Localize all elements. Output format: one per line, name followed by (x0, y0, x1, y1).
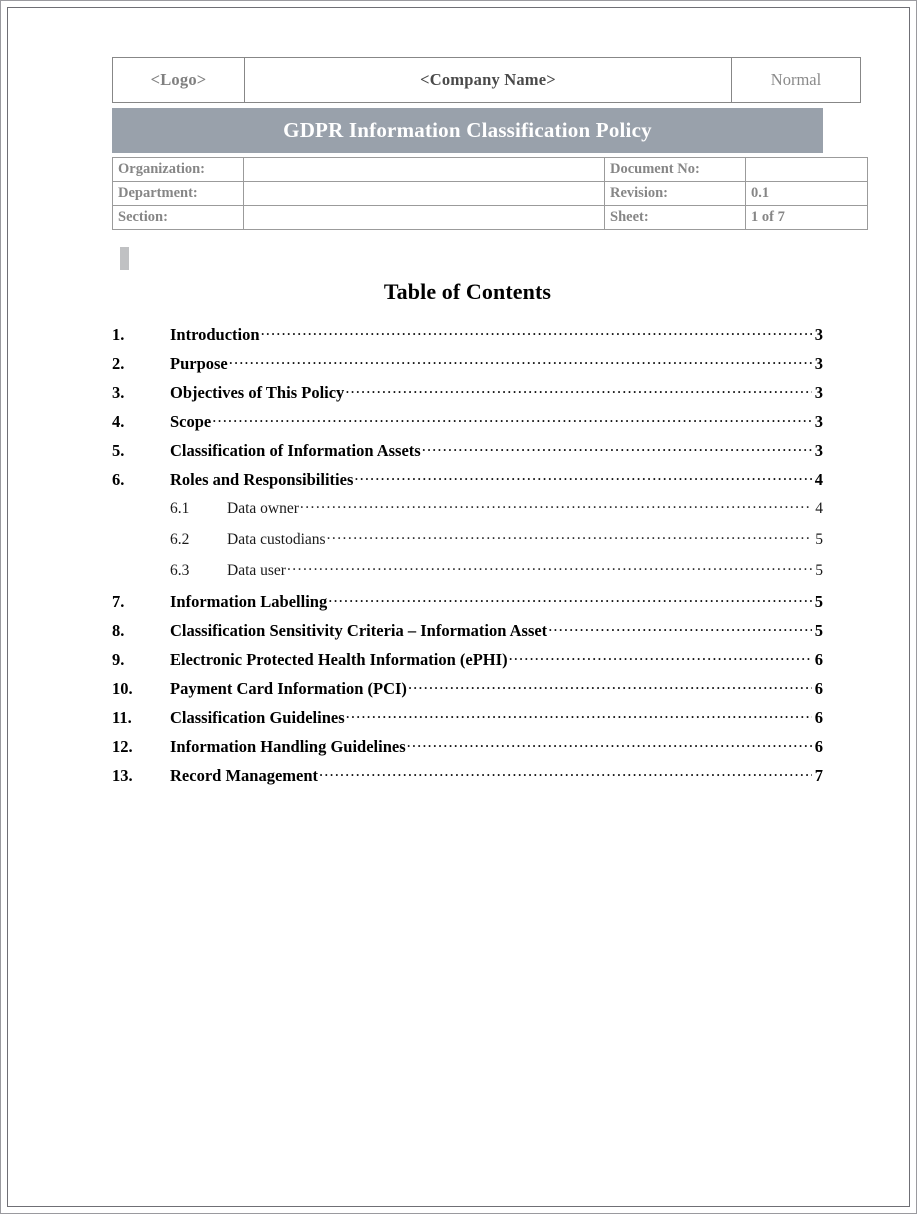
toc-entry-page-number: 3 (814, 440, 823, 460)
toc-entry[interactable] (112, 439, 823, 468)
document-content (112, 57, 823, 793)
toc-entry-page-number: 5 (814, 591, 823, 611)
toc-entry-number: 8. (112, 620, 125, 640)
meta-value-department[interactable] (244, 182, 605, 206)
toc-dot-leader (261, 323, 812, 340)
toc-entry-page-number: 6 (814, 649, 823, 669)
toc-entry[interactable] (112, 468, 823, 497)
toc-entry-page-number: 4 (815, 499, 823, 517)
toc-dot-leader (229, 352, 812, 369)
toc-entry[interactable] (112, 706, 823, 735)
document-metadata-table (112, 157, 868, 230)
toc-entry-page-number: 6 (814, 678, 823, 698)
toc-entry-label: Introduction (170, 324, 260, 344)
toc-entry[interactable] (112, 528, 823, 559)
toc-dot-leader (327, 528, 813, 544)
toc-dot-leader (407, 735, 812, 752)
toc-entry[interactable] (112, 410, 823, 439)
logo-placeholder-cell: <Logo> (113, 58, 245, 103)
toc-dot-leader (548, 619, 812, 636)
meta-label-document-no: Document No: (605, 158, 746, 182)
meta-value-section[interactable] (244, 206, 605, 230)
toc-entry-label: Record Management (170, 765, 319, 785)
toc-entry-label: Scope (170, 411, 212, 431)
toc-entry-page-number: 6 (814, 736, 823, 756)
toc-entry-number: 6.3 (170, 561, 190, 579)
toc-entry-number: 1. (112, 324, 125, 344)
toc-entry-number: 6.2 (170, 530, 190, 548)
toc-dot-leader (509, 648, 812, 665)
toc-entry-number: 7. (112, 591, 125, 611)
toc-entry-number: 6.1 (170, 499, 190, 517)
meta-label-section: Section: (113, 206, 244, 230)
table-of-contents-list (112, 323, 823, 793)
toc-entry-label: Classification of Information Assets (170, 440, 421, 460)
toc-entry[interactable] (112, 648, 823, 677)
meta-value-revision[interactable]: 0.1 (746, 182, 868, 206)
toc-entry-label: Data owner (227, 499, 299, 517)
toc-entry-label: Electronic Protected Health Information (ePHI) (170, 649, 508, 669)
table-of-contents-heading: Table of Contents (383, 279, 552, 304)
toc-entry-page-number: 5 (815, 530, 823, 548)
toc-entry-label: Classification Sensitivity Criteria – Information Asset (170, 620, 548, 640)
toc-entry-page-number: 4 (814, 469, 823, 489)
toc-entry-number: 12. (112, 736, 133, 756)
document-title-banner: GDPR Information Classification Policy (112, 108, 823, 153)
toc-entry-page-number: 3 (814, 382, 823, 402)
toc-entry-label: Information Handling Guidelines (170, 736, 406, 756)
toc-entry[interactable] (112, 497, 823, 528)
toc-entry-number: 10. (112, 678, 133, 698)
page-border-frame (7, 7, 910, 1207)
toc-entry-page-number: 5 (814, 620, 823, 640)
toc-dot-leader (287, 559, 812, 575)
toc-dot-leader (328, 590, 812, 607)
toc-entry-number: 2. (112, 353, 125, 373)
toc-entry[interactable] (112, 590, 823, 619)
toc-entry-page-number: 5 (815, 561, 823, 579)
toc-entry-page-number: 7 (814, 765, 823, 785)
toc-entry-number: 6. (112, 469, 125, 489)
toc-entry-number: 4. (112, 411, 125, 431)
meta-label-organization: Organization: (113, 158, 244, 182)
toc-dot-leader (422, 439, 812, 456)
toc-entry-number: 9. (112, 649, 125, 669)
meta-label-revision: Revision: (605, 182, 746, 206)
toc-entry-label: Purpose (170, 353, 228, 373)
toc-entry[interactable] (112, 764, 823, 793)
document-header-table (112, 57, 861, 103)
toc-entry[interactable] (112, 559, 823, 590)
header-row (113, 58, 861, 103)
toc-entry-number: 11. (112, 707, 132, 727)
toc-dot-leader (300, 497, 812, 513)
table-row (113, 158, 868, 182)
table-row (113, 206, 868, 230)
classification-level-cell: Normal (732, 58, 861, 103)
table-row (113, 182, 868, 206)
toc-entry[interactable] (112, 735, 823, 764)
toc-dot-leader (319, 764, 812, 781)
toc-dot-leader (212, 410, 812, 427)
toc-entry[interactable] (112, 352, 823, 381)
toc-entry-label: Roles and Responsibilities (170, 469, 354, 489)
toc-dot-leader (345, 381, 811, 398)
toc-dot-leader (408, 677, 812, 694)
toc-entry-label: Data user (227, 561, 286, 579)
toc-entry-page-number: 3 (814, 411, 823, 431)
toc-entry-number: 13. (112, 765, 133, 785)
meta-value-organization[interactable] (244, 158, 605, 182)
toc-entry-number: 3. (112, 382, 125, 402)
toc-dot-leader (354, 468, 811, 485)
bookmark-marker-icon (120, 247, 129, 270)
toc-entry-label: Data custodians (227, 530, 326, 548)
toc-entry-number: 5. (112, 440, 125, 460)
toc-entry-label: Payment Card Information (PCI) (170, 678, 407, 698)
toc-dot-leader (346, 706, 812, 723)
toc-entry[interactable] (112, 677, 823, 706)
meta-label-department: Department: (113, 182, 244, 206)
toc-entry[interactable] (112, 323, 823, 352)
toc-entry-page-number: 3 (814, 353, 823, 373)
meta-value-document-no[interactable] (746, 158, 868, 182)
toc-entry-page-number: 3 (814, 324, 823, 344)
toc-entry-label: Information Labelling (170, 591, 328, 611)
toc-entry[interactable] (112, 381, 823, 410)
meta-value-sheet[interactable]: 1 of 7 (746, 206, 868, 230)
toc-entry[interactable] (112, 619, 823, 648)
toc-entry-page-number: 6 (814, 707, 823, 727)
toc-entry-label: Classification Guidelines (170, 707, 345, 727)
meta-label-sheet: Sheet: (605, 206, 746, 230)
toc-entry-label: Objectives of This Policy (170, 382, 345, 402)
company-name-placeholder-cell: <Company Name> (245, 58, 732, 103)
